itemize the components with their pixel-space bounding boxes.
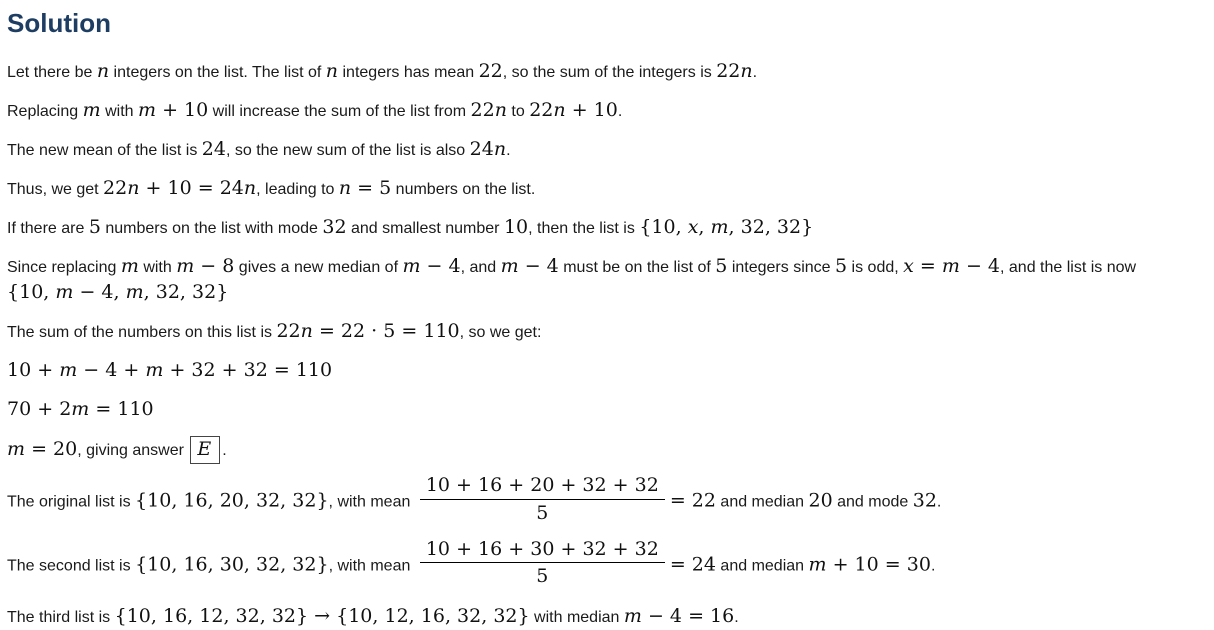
text-run: numbers on the list with mode bbox=[100, 220, 323, 237]
math-inline: 22n bbox=[716, 60, 753, 82]
text-run: integers on the list. The list of bbox=[109, 64, 326, 81]
math-inline: 10 bbox=[503, 216, 529, 238]
text-run: and median bbox=[715, 493, 809, 511]
text-run: . bbox=[752, 64, 758, 81]
text-run: The second list is bbox=[7, 557, 136, 575]
math-inline: 20 bbox=[808, 489, 833, 512]
boxed-answer: E bbox=[190, 436, 220, 464]
math-inline: 10 + m − 4 + m + 32 + 32 = 110 bbox=[7, 359, 333, 381]
text-run: , and bbox=[460, 259, 501, 276]
text-run: Let there be bbox=[7, 64, 97, 81]
math-inline: 24 bbox=[201, 138, 226, 160]
math-inline: 5 bbox=[88, 216, 101, 238]
math-inline: n bbox=[325, 60, 339, 82]
solution-paragraph bbox=[7, 474, 1206, 528]
text-run: integers has mean bbox=[338, 64, 479, 81]
solution-paragraph bbox=[7, 137, 1206, 163]
math-inline: x = m − 4 bbox=[903, 255, 1000, 277]
text-run: , with mean bbox=[328, 493, 415, 511]
text-run: The new mean of the list is bbox=[7, 142, 202, 159]
text-run: Replacing bbox=[7, 103, 83, 120]
solution-paragraph bbox=[7, 537, 1206, 592]
page-title: Solution bbox=[7, 8, 111, 38]
text-run: , so the sum of the integers is bbox=[502, 64, 717, 81]
math-inline: 22n + 10 = 24n bbox=[103, 177, 257, 199]
text-run: and mode bbox=[832, 493, 913, 511]
text-run: Since replacing bbox=[7, 259, 121, 276]
solution-paragraph bbox=[7, 215, 1206, 241]
math-inline: {10, 16, 12, 32, 32} → {10, 12, 16, 32, 32} bbox=[114, 605, 530, 628]
solution-content bbox=[7, 59, 1206, 630]
text-run: The sum of the numbers on this list is bbox=[7, 324, 277, 341]
fraction-denominator: 5 bbox=[536, 501, 549, 524]
math-inline: 22n = 22 · 5 = 110 bbox=[276, 320, 460, 342]
solution-paragraph bbox=[7, 254, 1206, 306]
math-inline: {10, x, m, 32, 32} bbox=[639, 216, 814, 238]
solution-paragraph bbox=[7, 358, 1206, 384]
math-inline: 32 bbox=[322, 216, 347, 238]
math-inline: 5 bbox=[835, 255, 848, 277]
solution-paragraph bbox=[7, 98, 1206, 124]
math-inline: m + 10 bbox=[137, 99, 209, 121]
math-inline: 32 bbox=[912, 489, 937, 512]
text-run: The original list is bbox=[7, 493, 136, 511]
text-run: . bbox=[734, 609, 739, 627]
text-run: , leading to bbox=[256, 181, 339, 198]
text-run: , with mean bbox=[328, 557, 415, 575]
text-run: . bbox=[930, 557, 936, 575]
math-inline: 22n bbox=[470, 99, 507, 121]
text-run: Thus, we get bbox=[7, 181, 104, 198]
text-run: is odd, bbox=[847, 259, 904, 276]
text-run: and smallest number bbox=[346, 220, 504, 237]
text-run: , so the new sum of the list is also bbox=[225, 142, 470, 159]
math-inline: 22 bbox=[478, 60, 503, 82]
text-run: will increase the sum of the list from bbox=[208, 103, 471, 120]
math-inline: m − 8 bbox=[176, 255, 235, 277]
math-inline: m bbox=[82, 99, 101, 121]
text-run: numbers on the list. bbox=[391, 181, 536, 198]
text-run: . bbox=[222, 442, 227, 459]
math-inline: m − 4 bbox=[402, 255, 461, 277]
solution-paragraph bbox=[7, 436, 1206, 464]
text-run: The third list is bbox=[7, 609, 115, 627]
text-run: . bbox=[936, 493, 942, 511]
solution-paragraph bbox=[7, 176, 1206, 202]
fraction bbox=[420, 474, 665, 525]
fraction-denominator: 5 bbox=[536, 565, 549, 588]
math-inline: n bbox=[96, 60, 110, 82]
math-inline: {10, 16, 30, 32, 32} bbox=[135, 553, 329, 576]
text-run: , giving answer bbox=[77, 442, 189, 459]
fraction-numerator: 10 + 16 + 20 + 32 + 32 bbox=[420, 474, 665, 500]
fraction-numerator: 10 + 16 + 30 + 32 + 32 bbox=[420, 538, 665, 564]
solution-paragraph bbox=[7, 59, 1206, 85]
text-run: , and the list is now bbox=[1000, 259, 1137, 276]
solution-paragraph bbox=[7, 319, 1206, 345]
text-run: to bbox=[506, 103, 530, 120]
text-run: with bbox=[100, 103, 138, 120]
math-inline: m bbox=[120, 255, 139, 277]
math-inline: 5 bbox=[715, 255, 728, 277]
text-run: with median bbox=[529, 609, 624, 627]
math-inline: = 24 bbox=[669, 553, 716, 576]
math-inline: 24n bbox=[469, 138, 507, 160]
math-inline: = 22 bbox=[669, 489, 716, 512]
fraction bbox=[420, 538, 665, 589]
text-run: must be on the list of bbox=[558, 259, 716, 276]
text-run: . bbox=[506, 142, 511, 159]
text-run: with bbox=[138, 259, 177, 276]
text-run: integers since bbox=[727, 259, 835, 276]
math-inline: 22n + 10 bbox=[529, 99, 618, 121]
math-inline: {10, 16, 20, 32, 32} bbox=[135, 489, 329, 512]
math-inline: 70 + 2m = 110 bbox=[7, 398, 154, 420]
math-inline: m − 4 = 16 bbox=[623, 605, 735, 628]
math-inline: m − 4 bbox=[500, 255, 559, 277]
math-inline: n = 5 bbox=[338, 177, 392, 199]
text-run: , then the list is bbox=[528, 220, 640, 237]
text-run: and median bbox=[715, 557, 809, 575]
text-run: If there are bbox=[7, 220, 89, 237]
solution-paragraph bbox=[7, 397, 1206, 423]
text-run: , so we get: bbox=[459, 324, 542, 341]
math-inline: m + 10 = 30 bbox=[808, 553, 931, 576]
math-inline: {10, m − 4, m, 32, 32} bbox=[7, 281, 229, 303]
text-run: . bbox=[617, 103, 623, 120]
math-inline: m = 20 bbox=[7, 438, 78, 460]
solution-paragraph bbox=[7, 604, 1206, 630]
text-run: gives a new median of bbox=[234, 259, 403, 276]
